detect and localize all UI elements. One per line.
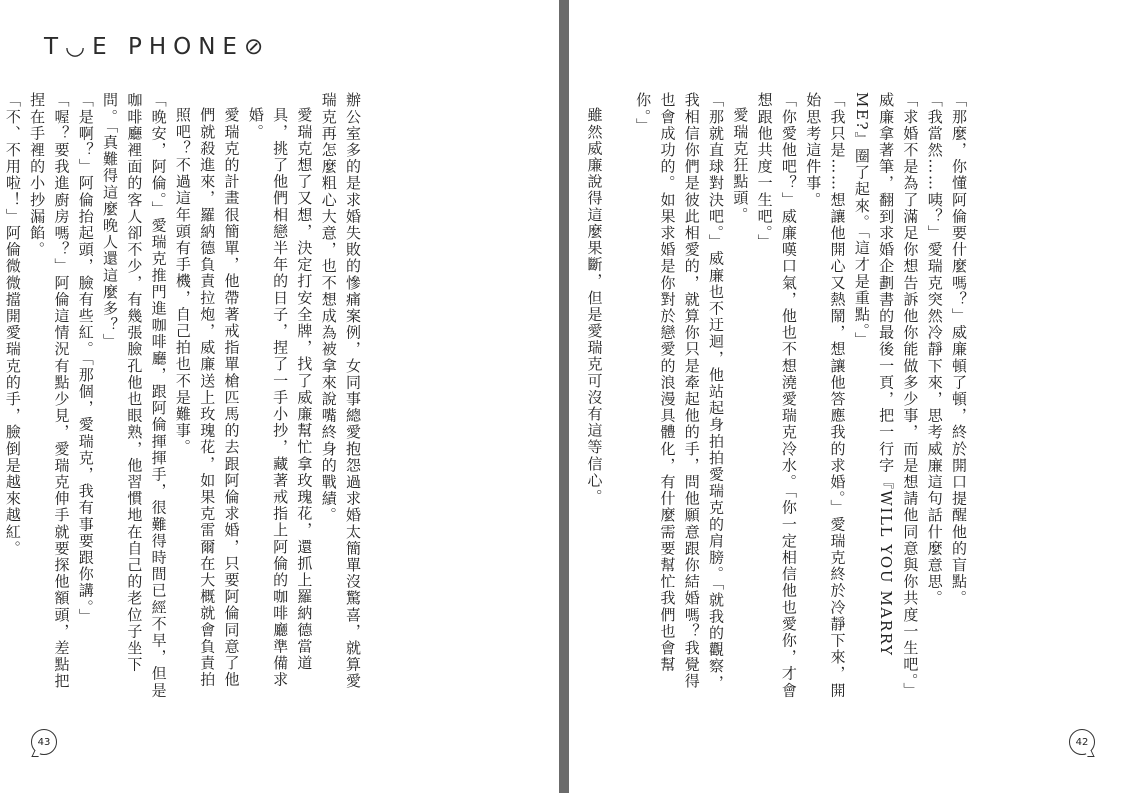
page-number-badge [1069,729,1095,755]
left-page-text [1,92,365,702]
right-page-text [582,92,971,702]
brand-logo: T◡E PHONE⊘ [44,34,271,60]
paragraph: 「我只是……想讓他開心又熱鬧，想讓他答應我的求婚。」愛瑞克終於冷靜下來，開始思考這件事。 [804,92,847,699]
page-gutter [559,0,569,793]
paragraph: 「那麼，你懂阿倫要什麼嗎？」威廉頓了頓，終於開口提醒他的盲點。 [950,92,968,607]
paragraph: 「不、不用啦！」阿倫微微擋開愛瑞克的手，臉倒是越來越紅。 [3,92,22,557]
speech-bubble-tail-icon [1084,750,1094,757]
speech-bubble-tail-icon [31,750,41,757]
paragraph: 「求婚不是為了滿足你想告訴他你能做多少事，而是想請他同意與你共度一生吧。」威廉拿著筆，翻到求婚企劃書的最後一頁，把一行字『WILL YOU MARRY ME?』圈了起來。「這才是重點。」 [852,92,920,699]
paragraph: 「那就直球對決吧。」威廉也不迂迴，他站起身拍拍愛瑞克的肩膀。「就我的觀察，我相信你們是彼此相愛的，就算你只是牽起他的手，問他願意跟你結婚嗎？我覺得也會成功的。如果求婚是你對於戀愛的浪漫具體化，有什麼需要幫忙我們也會幫你。」 [634,92,726,692]
left-page [0,0,559,793]
paragraph: 「你愛他吧？」威廉嘆口氣，他也不想澆愛瑞克冷水。「你一定相信他也愛你，才會想跟他共度一生吧。」 [755,92,798,699]
right-page [569,0,1127,793]
page-number-badge [31,729,57,755]
paragraph: 「我當然……咦？」愛瑞克突然冷靜下來，思考威廉這句話什麼意思。 [925,92,944,607]
paragraph: 愛瑞克想了又想，決定打安全牌，找了威廉幫忙拿玫瑰花，還抓上羅納德當道具，挑了他們相戀半年的日子，捏了一手小抄，藏著戒指上阿倫的咖啡廳準備求婚。 [246,107,314,688]
paragraph: 雖然威廉說得這麼果斷，但是愛瑞克可沒有這等信心。 [585,107,604,506]
paragraph: 「晚安，阿倫。」愛瑞克推門進咖啡廳，跟阿倫揮揮手，很難得時間已經不早，但是咖啡廳裡面的客人卻不少，有幾張臉孔他也眼熟，他習慣地在自己的老位子坐下問。「真難得這麼晚人還這麼多？」 [101,92,168,699]
paragraph: 辦公室多的是求婚失敗的慘痛案例，女同事總愛抱怨過求婚太簡單沒驚喜，就算愛瑞克再怎麼粗心大意，也不想成為被拿來說嘴終身的戰績。 [319,92,362,690]
page-number: 43 [37,736,51,748]
paragraph: 「是啊？」阿倫抬起頭，臉有些紅。「那個，愛瑞克，我有事要跟你講。」 [76,92,95,625]
paragraph: 「喔？要我進廚房嗎？」阿倫這情況有點少見，愛瑞克伸手就要探他額頭，差點把捏在手裡的小抄漏餡。 [28,92,71,690]
paragraph-spacer [607,92,631,702]
paragraph: 愛瑞克的計畫很簡單，他帶著戒指單槍匹馬的去跟阿倫求婚，只要阿倫同意了他們就殺進來，羅納德負責拉炮，威廉送上玫瑰花，如果克雷爾在大概就會負責拍照吧？不過這年頭有手機，自己拍也不是難事。 [173,107,241,688]
page-number: 42 [1075,736,1089,748]
paragraph: 愛瑞克狂點頭。 [731,107,750,224]
